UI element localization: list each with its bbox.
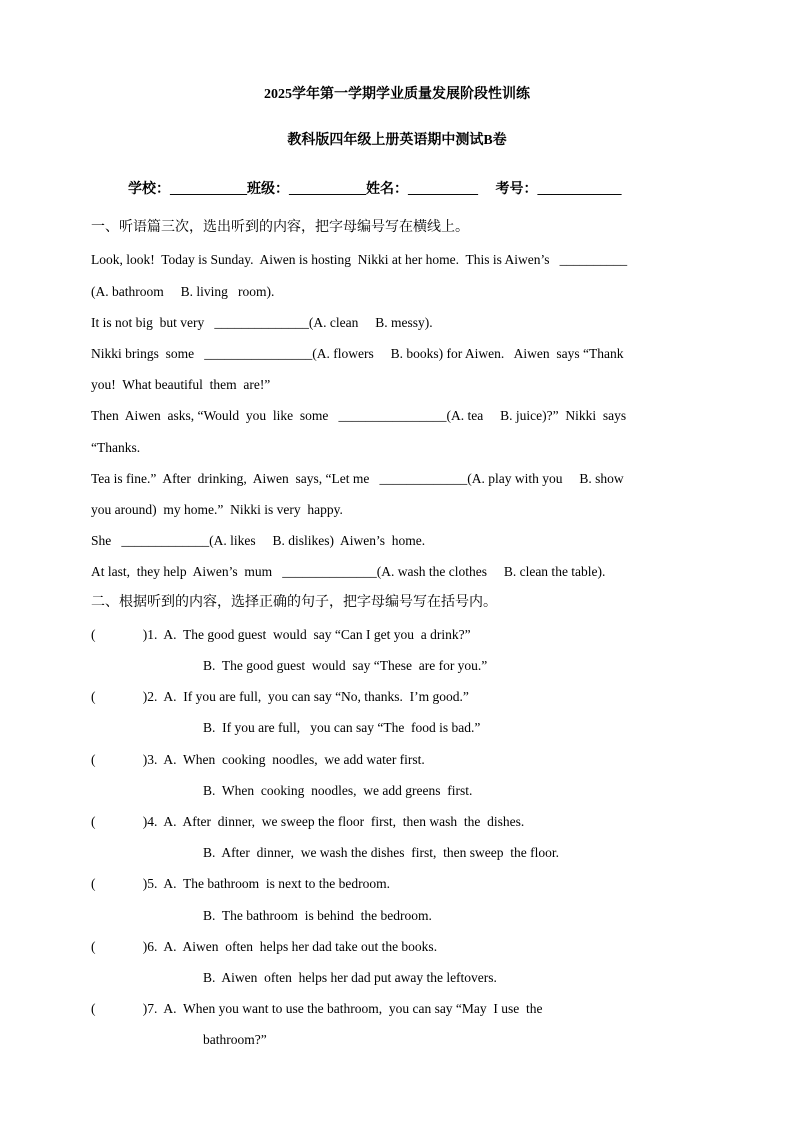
question-6-option-a: ( )6. A. Aiwen often helps her dad take out the books. (91, 939, 438, 954)
question-5-option-b: B. The bathroom is behind the bedroom. (203, 908, 432, 923)
question-1-option-a: ( )1. A. The good guest would say “Can I get you a drink?” (91, 627, 471, 642)
section-1-line: It is not big but very ______________(A. clean B. messy). (91, 315, 433, 330)
student-info-line: 学校：___________班级：___________姓名：__________ 考号：____________ (128, 182, 622, 197)
section-1-line: (A. bathroom B. living room). (91, 284, 275, 299)
question-5-option-a: ( )5. A. The bathroom is next to the bedroom. (91, 876, 390, 891)
question-6-option-b: B. Aiwen often helps her dad put away the leftovers. (203, 970, 497, 985)
question-7-option-a-continued: bathroom?” (203, 1032, 267, 1047)
question-7-option-a: ( )7. A. When you want to use the bathroom, you can say “May I use the (91, 1001, 543, 1016)
section-1-line: Nikki brings some ________________(A. flowers B. books) for Aiwen. Aiwen says “Thank (91, 346, 624, 361)
question-4-option-b: B. After dinner, we wash the dishes first, then sweep the floor. (203, 845, 560, 860)
section-1-line: Then Aiwen asks, “Would you like some ________________(A. tea B. juice)?” Nikki says (91, 408, 627, 423)
document-title: 2025学年第一学期学业质量发展阶段性训练 (264, 87, 530, 102)
question-1-option-b: B. The good guest would say “These are for you.” (203, 658, 488, 673)
section-1-line: you around) my home.” Nikki is very happy. (91, 502, 343, 517)
question-2-option-b: B. If you are full, you can say “The food is bad.” (203, 720, 481, 735)
section-1-line: She _____________(A. likes B. dislikes) Aiwen’s home. (91, 533, 426, 548)
document-subtitle: 教科版四年级上册英语期中测试B卷 (287, 133, 507, 148)
section-1-line: At last, they help Aiwen’s mum ______________(A. wash the clothes B. clean the table). (91, 564, 606, 579)
question-3-option-a: ( )3. A. When cooking noodles, we add water first. (91, 752, 425, 767)
section-1-line: Tea is fine.” After drinking, Aiwen says, “Let me _____________(A. play with you B. show (91, 471, 624, 486)
question-3-option-b: B. When cooking noodles, we add greens first. (203, 783, 473, 798)
section-1-line: “Thanks. (91, 440, 141, 455)
question-2-option-a: ( )2. A. If you are full, you can say “No, thanks. I’m good.” (91, 689, 469, 704)
section-1-line: Look, look! Today is Sunday. Aiwen is hosting Nikki at her home. This is Aiwen’s __________ (91, 252, 628, 267)
question-4-option-a: ( )4. A. After dinner, we sweep the floor first, then wash the dishes. (91, 814, 525, 829)
section-2-heading: 二、根据听到的内容，选择正确的句子，把字母编号写在括号内。 (91, 595, 497, 610)
section-1-heading: 一、听语篇三次，选出听到的内容，把字母编号写在横线上。 (91, 220, 469, 235)
section-1-line: you! What beautiful them are!” (91, 377, 271, 392)
